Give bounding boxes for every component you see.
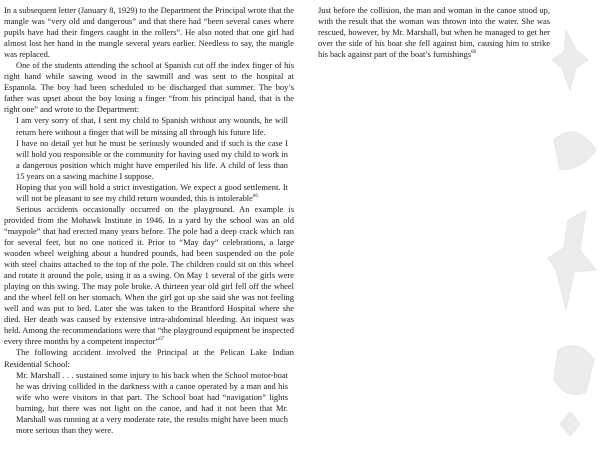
right-column (318, 5, 550, 60)
quote-father-3 (4, 182, 294, 204)
paragraph-playground-accident (4, 204, 294, 348)
quote-father-1: I am very sorry of that, I sent my child to Spanish without any wounds, he will return here without a finger that will be missing all through his future life. (16, 115, 288, 137)
paragraph-canoe-text: Just before the collision, the man and woman in the canoe stood up, with the result that the woman was thrown into the water. She was rescued, however, by Mr. Marshall, but when he managed to get her over the side of his boat she fell against him, causing him to strike his back against part of the boat’s furnishings (318, 5, 550, 60)
decorative-watermark-icon (546, 20, 600, 440)
left-column (4, 5, 294, 436)
paragraph-pelican-lake-intro: The following accident involved the Principal at the Pelican Lake Indian Residential School: (4, 347, 294, 369)
paragraph-canoe-collision (318, 5, 550, 60)
quote-father-3-text: Hoping that you will hold a strict investigation. We expect a good settlement. It will not be pleasant to see my child return wounded, this is intolerable (16, 181, 288, 203)
footnote-ref-68: 68 (471, 50, 477, 56)
footnote-ref-66: 66 (252, 193, 258, 199)
quote-father-2: I have no detail yet but he must be seriously wounded and if such is the case I will hold you responsible or the community for having used my child to work in a dangerous position which might have emperiled his life. A child of less than 15 years on a sawing machine I suppose. (16, 137, 288, 181)
quote-marshall-report: Mr. Marshall . . . sustained some injury to his back when the School motor-boat he was driving collided in the darkness with a canoe operated by a man and his wife who were visitors in that part. The School boat had “navigation” lights burning, but there was not light on the canoe, and had it not been that Mr. Marshall was running at a very moderate rate, the results might have been much more serious than they were. (16, 369, 288, 435)
footnote-ref-67: 67 (159, 337, 165, 343)
paragraph-sawmill-accident: One of the students attending the school at Spanish cut off the index finger of his right hand while sawing wood in the sawmill and was sent to the hospital at Espanola. The boy had been scheduled to be discharged that summer. The boy’s father was upset about the boy losing a finger “from his principal hand, that is the right one” and wrote to the Department: (4, 60, 294, 115)
paragraph-playground-text: Serious accidents occasionally occurred on the playground. An example is provided from the Mohawk Institute in 1946. In a yard by the school was an old “maypole” that had erected many years before. The pole had a deep crack which ran for several feet, but no one noticed it. Prior to “May day” celebrations, a large wooden wheel weighing about a hundred pounds, had been suspended on the pole with steel chains attached to the top of the pole. The children could sit on this wheel and rotate it around the pole, using it as a swing. On May 1 several of the girls were playing on this swing. The may pole broke. A thirteen year old girl fell off the wheel and the wheel fell on her stomach. When the girl got up she said she was not feeling well and was put to bed. Later she was taken to the Brantford Hospital where she died. Her death was caused by extensive intra-abdominal bleeding. An inquest was held. Among the recommendations were that “the playground equipment be inspected every three months by a competent inspector” (4, 203, 294, 347)
paragraph-mangle-letter: In a subsequent letter (January 8, 1929) to the Department the Principal wrote that the mangle was “very old and dangerous” and that there had “been several cases where pupils have had their fingers caught in the rollers”. He also noted that one girl had almost lost her hand in the mangle several years earlier. Needless to say, the mangle was replaced. (4, 5, 294, 60)
